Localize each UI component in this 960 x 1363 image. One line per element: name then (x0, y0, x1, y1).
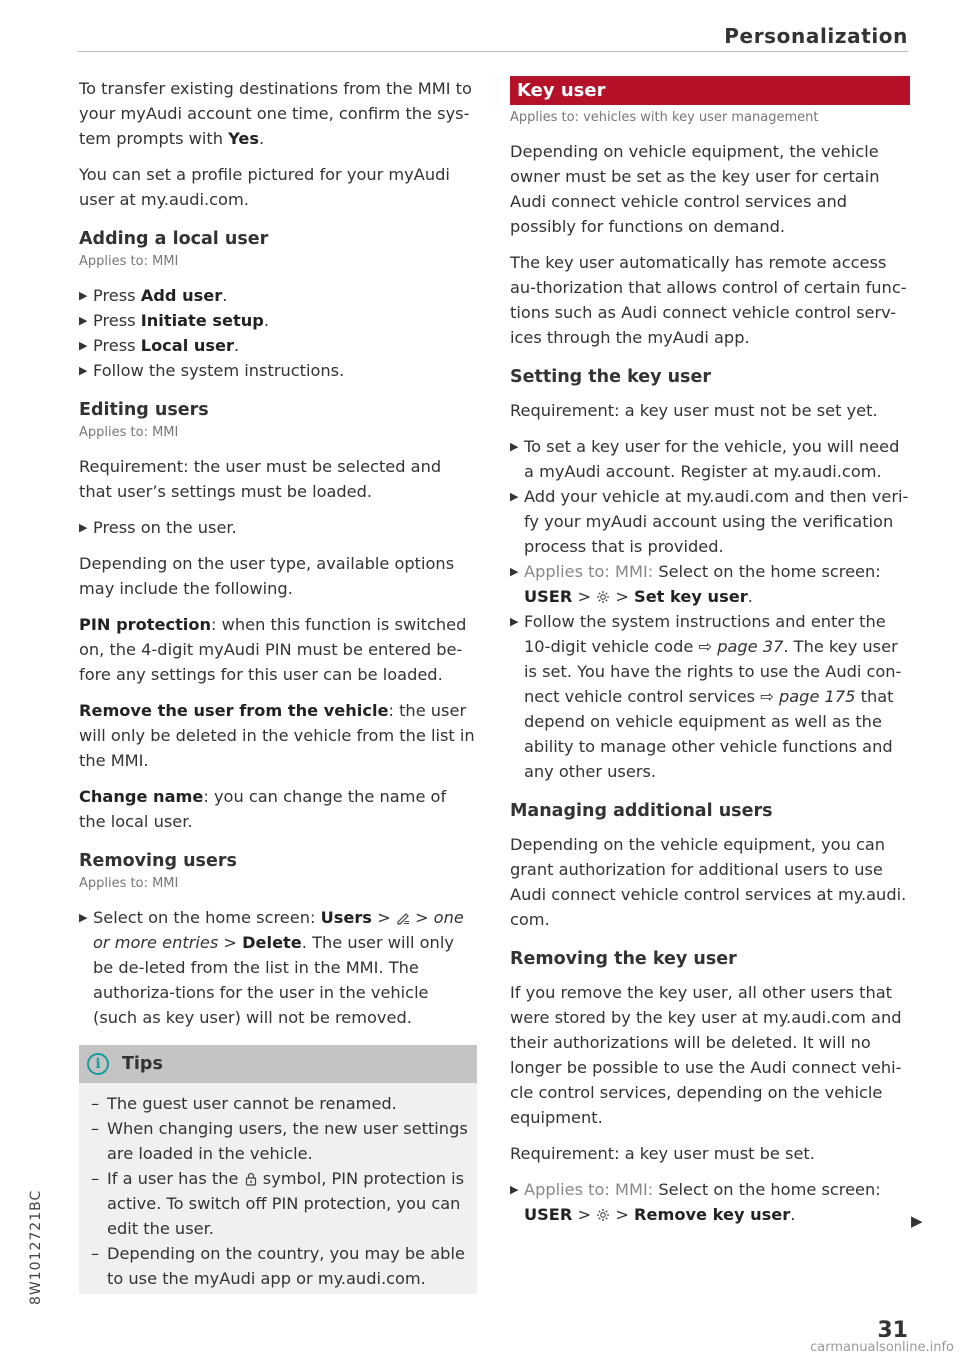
dash-bullet: – (91, 1169, 100, 1188)
key-user-remote-access: The key user automatically has remote access au-thorization that allows control of certain func-tions such as Audi connect vehicle control serv-ices through the myAudi app. (510, 253, 907, 347)
info-icon: i (87, 1053, 109, 1075)
text: Add your vehicle at my.audi.com and then veri-fy your myAudi account using the verification process that is provided. (524, 487, 909, 556)
bold-text: Set key user (634, 587, 748, 606)
removing-key-paragraph: If you remove the key user, all other users that were stored by the key user at my.audi.com and their authorizations will be deleted. It will no longer be possible to use the Audi connect vehi-cle control services, depending on the vehicle equipment. (510, 983, 902, 1127)
tips-box (79, 1045, 477, 1294)
triangle-bullet-icon: ▶ (510, 490, 519, 503)
step (79, 283, 477, 308)
tips-title: Tips (122, 1053, 163, 1074)
applies-to: Applies to: MMI (79, 425, 179, 440)
text: Press on the user. (93, 518, 237, 537)
triangle-bullet-icon: ▶ (79, 289, 88, 302)
bold-text: Users (320, 908, 372, 927)
dash-bullet: – (91, 1119, 100, 1138)
gear-icon (596, 590, 610, 604)
triangle-bullet-icon: ▶ (79, 521, 88, 534)
header-rule (78, 51, 908, 52)
bold-text: Local user (140, 336, 235, 355)
continue-arrow-icon: ▶ (911, 1212, 923, 1230)
lock-icon (244, 1172, 258, 1186)
tip-item (91, 1116, 469, 1166)
step (79, 515, 477, 540)
text: that depend on vehicle equipment as well as the ability to manage other vehicle functions and any other users. (524, 687, 894, 781)
text: . The key user is set. You have the rights to use the Audi con-nect vehicle control services (524, 637, 902, 706)
removing-key-requirement: Requirement: a key user must be set. (510, 1144, 815, 1163)
page-header-title: Personalization (724, 24, 908, 48)
text: > (371, 908, 396, 927)
applies-inline: Applies to: MMI: (524, 1180, 654, 1199)
adding-steps (79, 283, 477, 383)
paragraph-profile: You can set a profile pictured for your myAudi user at my.audi.com. (79, 165, 450, 209)
arrow-right-icon: ⇨ (760, 687, 774, 706)
step: ▶ Applies to: MMI: Select on the home screen: USER > > Set key user. (510, 559, 910, 609)
page-number: 31 (877, 1318, 908, 1343)
italic-text: one or more entries (93, 908, 464, 952)
step (79, 358, 477, 383)
text: To transfer existing destinations from the MMI to your myAudi account one time, confirm the sys-tem prompts with (79, 79, 472, 148)
text: Follow the system instructions and enter the 10-digit vehicle code (524, 612, 886, 656)
triangle-bullet-icon: ▶ (510, 565, 519, 578)
tip-item (91, 1166, 469, 1241)
text: > (218, 933, 243, 952)
heading-managing-additional-users: Managing additional users (510, 801, 773, 821)
key-user-banner: Key user (510, 76, 910, 105)
heading-adding-local-user: Adding a local user (79, 229, 269, 249)
change-name-paragraph (79, 784, 477, 834)
step (510, 609, 910, 784)
text: . (259, 129, 265, 148)
dash-bullet: – (91, 1244, 100, 1263)
triangle-bullet-icon: ▶ (79, 339, 88, 352)
triangle-bullet-icon: ▶ (79, 911, 88, 924)
text: . (263, 311, 270, 330)
text: To set a key user for the vehicle, you will need a myAudi account. Register at my.audi.com. (524, 437, 900, 481)
text: . (234, 336, 240, 355)
removing-key-steps (510, 1177, 910, 1227)
bold-text: Add user (140, 286, 223, 305)
text: When changing users, the new user settings are loaded in the vehicle. (107, 1119, 468, 1163)
watermark: carmanualsonline.info (810, 1340, 954, 1355)
editing-requirement: Requirement: the user must be selected and that user’s settings must be loaded. (79, 457, 442, 501)
managing-paragraph: Depending on the vehicle equipment, you can grant authorization for additional users to use Audi connect vehicle control services at my.audi. com. (510, 835, 907, 929)
text: . (222, 286, 228, 305)
triangle-bullet-icon: ▶ (79, 314, 88, 327)
step (510, 484, 910, 559)
triangle-bullet-icon: ▶ (510, 440, 519, 453)
tip-item (91, 1241, 469, 1291)
text: Depending on the country, you may be able to use the myAudi app or my.audi.com. (107, 1244, 465, 1288)
step (79, 308, 477, 333)
gear-icon (596, 1208, 610, 1222)
bold-text: Remove the user from the vehicle (79, 701, 389, 720)
bold-text: Delete (242, 933, 302, 952)
document-code: 8W1012721BC (28, 1189, 44, 1305)
page-reference-link[interactable]: page 175 (778, 687, 856, 706)
text: Follow the system instructions. (93, 361, 345, 380)
edit-pencil-icon (396, 911, 410, 925)
heading-removing-key-user: Removing the key user (510, 949, 737, 969)
remove-user-paragraph (79, 698, 477, 773)
tip-item (91, 1091, 469, 1116)
text: Select on the home screen: (653, 1180, 881, 1199)
text: : you can change the name of the local user. (79, 787, 447, 831)
heading-removing-users: Removing users (79, 851, 237, 871)
text: Select on the home screen: (653, 562, 881, 581)
text: The guest user cannot be renamed. (107, 1094, 397, 1113)
text: Press (93, 336, 141, 355)
bold-text: PIN protection (79, 615, 212, 634)
heading-setting-key-user: Setting the key user (510, 367, 711, 387)
text: symbol, PIN protection is active. To switch off PIN protection, you can edit the user. (107, 1169, 465, 1238)
text: Select on the home screen: (93, 908, 321, 927)
bold-text: USER (524, 587, 573, 606)
editing-options: Depending on the user type, available options may include the following. (79, 554, 455, 598)
right-column (510, 76, 910, 1238)
applies-to: Applies to: MMI (79, 876, 179, 891)
arrow-right-icon: ⇨ (698, 637, 713, 656)
removing-steps (79, 905, 477, 1030)
step (79, 905, 477, 1030)
triangle-bullet-icon: ▶ (510, 1183, 519, 1196)
setting-steps (510, 434, 910, 784)
text: > (610, 1205, 635, 1224)
text: Press (93, 311, 141, 330)
step (79, 333, 477, 358)
tips-header (79, 1045, 477, 1083)
text: > (610, 587, 635, 606)
text: : the user will only be deleted in the vehicle from the list in the MMI. (79, 701, 475, 770)
left-column (79, 76, 477, 1294)
text: > (572, 587, 597, 606)
bold-text: Initiate setup (140, 311, 264, 330)
text: : when this function is switched on, the 4-digit myAudi PIN must be entered be-fore any settings for this user can be loaded. (79, 615, 467, 684)
text: If a user has the (107, 1169, 244, 1188)
paragraph-transfer (79, 76, 477, 151)
bold-yes: Yes (228, 129, 260, 148)
triangle-bullet-icon: ▶ (510, 615, 519, 628)
editing-steps (79, 515, 477, 540)
text: > (409, 908, 434, 927)
tips-list (79, 1083, 477, 1294)
applies-inline: Applies to: MMI: (524, 562, 654, 581)
applies-to: Applies to: vehicles with key user management (510, 110, 819, 125)
bold-text: Change name (79, 787, 204, 806)
applies-to: Applies to: MMI (79, 254, 179, 269)
pin-protection-paragraph (79, 612, 477, 687)
setting-requirement: Requirement: a key user must not be set yet. (510, 401, 878, 420)
dash-bullet: – (91, 1094, 100, 1113)
text: . The user will only be de-leted from the list in the MMI. The authoriza-tions for the user in the vehicle (such as key user) will not be removed. (93, 933, 454, 1027)
heading-editing-users: Editing users (79, 400, 209, 420)
page-reference-link[interactable]: page 37 (717, 637, 784, 656)
bold-text: Remove key user (634, 1205, 791, 1224)
step (510, 434, 910, 484)
text: Press (93, 286, 141, 305)
text: > (572, 1205, 597, 1224)
step: ▶ Applies to: MMI: Select on the home screen: USER > > Remove key user. (510, 1177, 910, 1227)
bold-text: USER (524, 1205, 573, 1224)
key-user-intro: Depending on vehicle equipment, the vehicle owner must be set as the key user for certain Audi connect vehicle control services and possibly for functions on demand. (510, 142, 880, 236)
triangle-bullet-icon: ▶ (79, 364, 88, 377)
